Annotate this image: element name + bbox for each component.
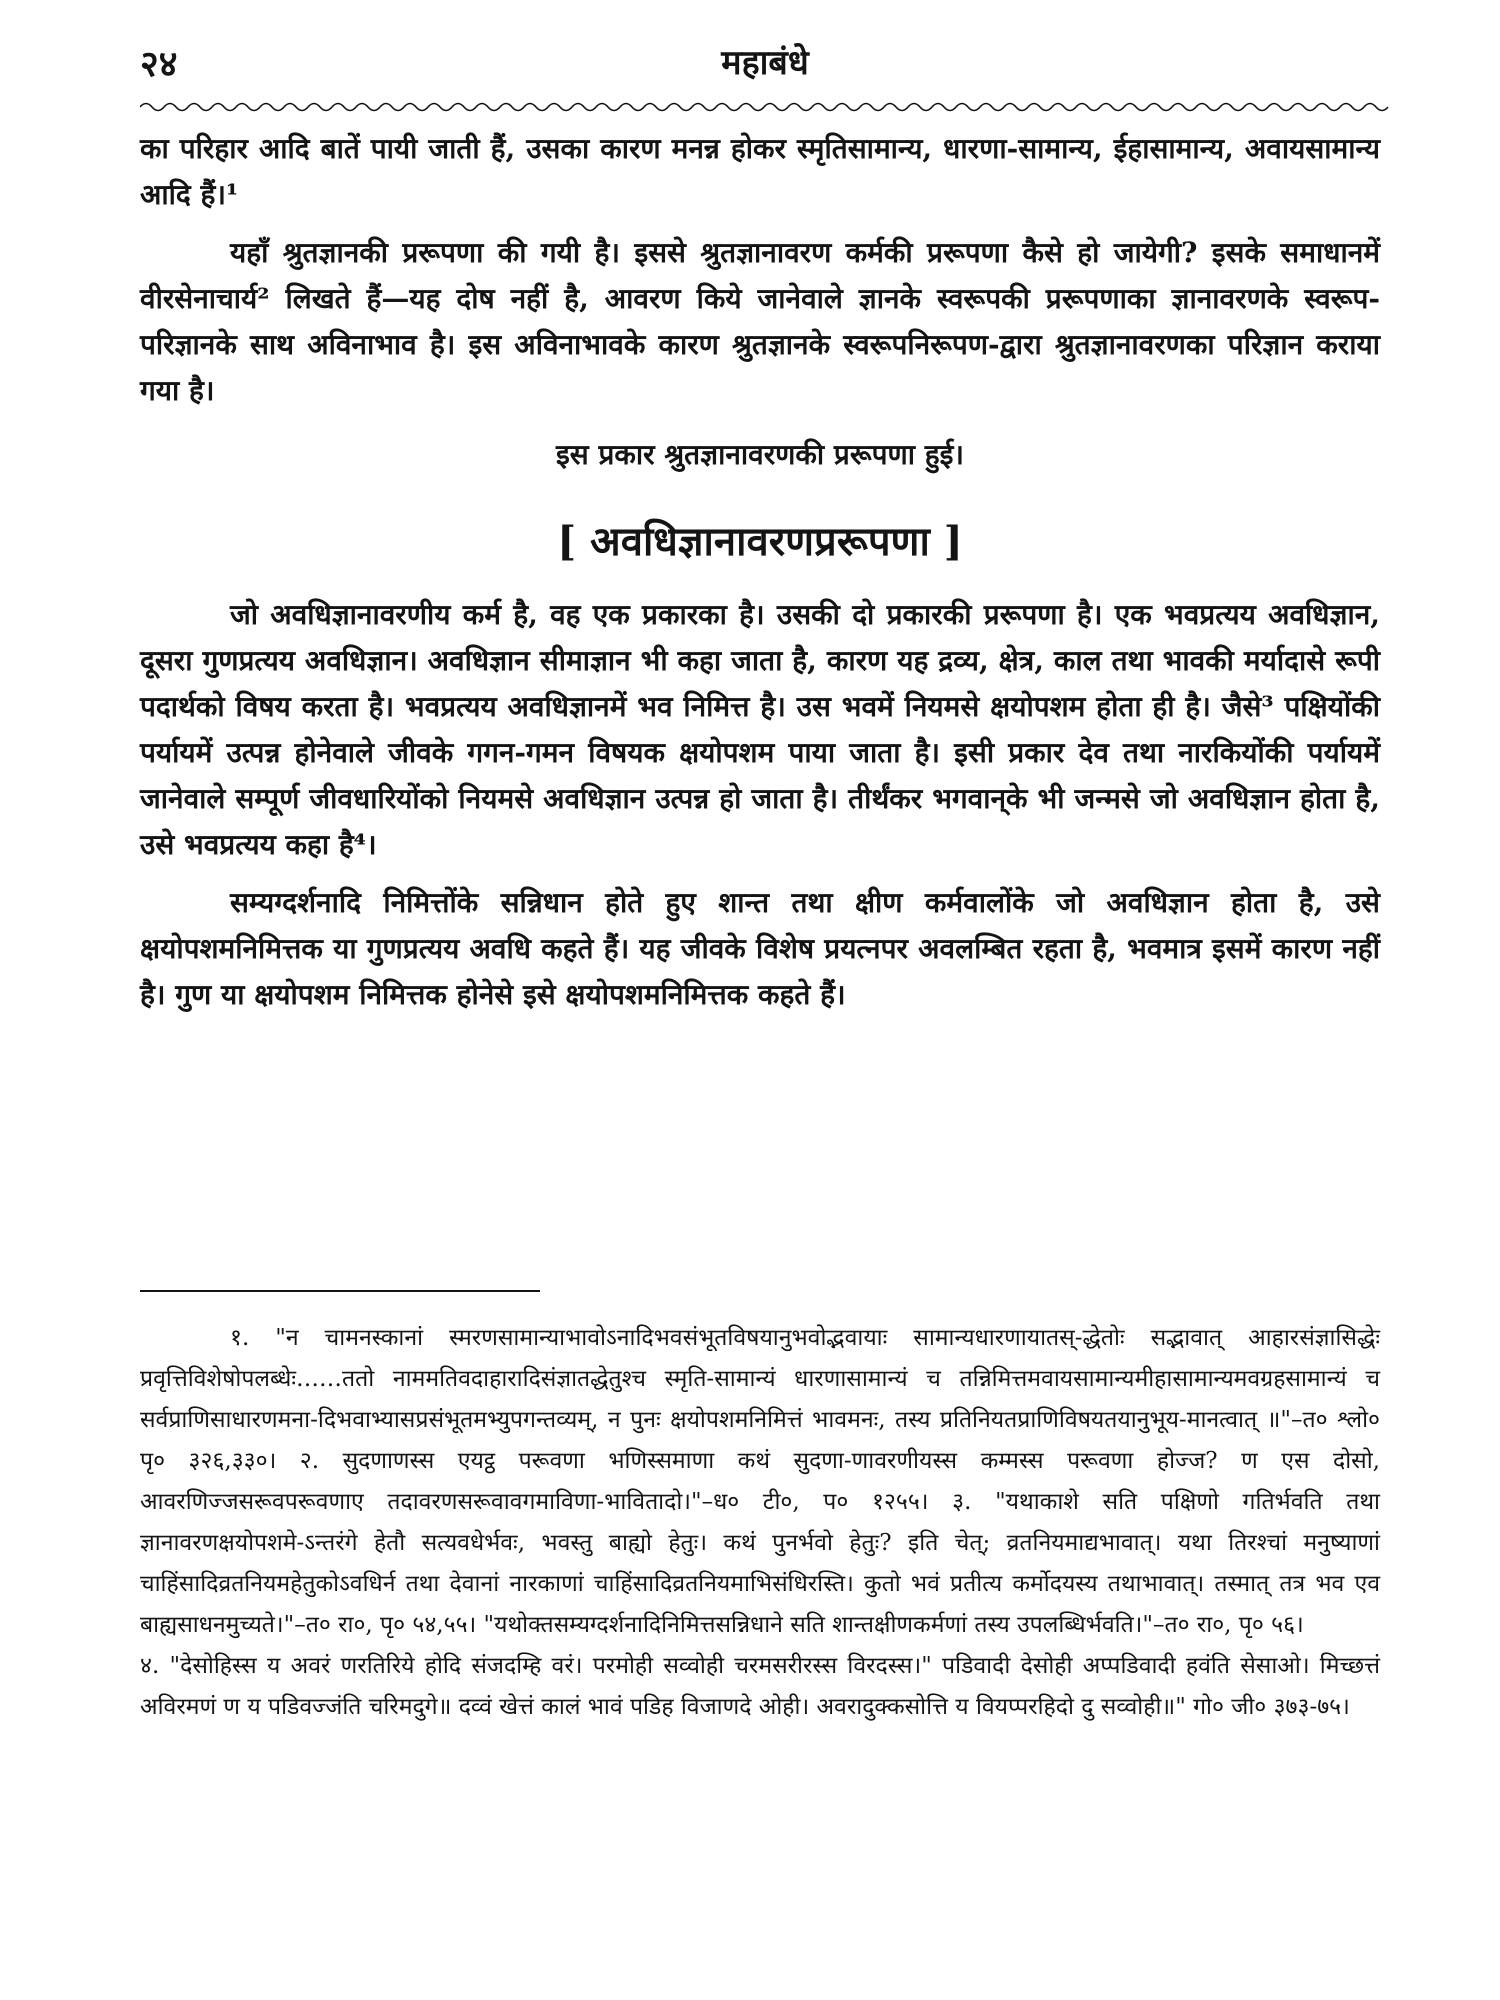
page-header <box>140 38 1390 98</box>
footnote-1-3: १. "न चामनस्कानां स्मरणसामान्याभावोऽनादिभवसंभूतविषयानुभवोद्भवायाः सामान्यधारणायातस्-द्धेतोः सद्भावात् आहारसंज्ञासिद्धेः प्रवृत्तिविशेषोपलब्धेः……ततो नाममतिवदाहारादिसंज्ञातद्धेतुश्च स्मृति-सामान्यं धारणासामान्यं च तन्निमित्तमवायसामान्यमीहासामान्यमवग्रहसामान्यं च सर्वप्राणिसाधारणमना-दिभवाभ्यासप्रसंभूतमभ्युपगन्तव्यम्, न पुनः क्षयोपशमनिमित्तं भावमनः, तस्य प्रतिनियतप्राणिविषयतयानुभूय-मानत्वात् ॥"–त० श्लो० पृ० ३२६,३३०। २. सुदणाणस्स एयट्ठ परूवणा भणिस्समाणा कथं सुदणा-णावरणीयस्स कम्मस्स परूवणा होज्ज? ण एस दोसो, आवरणिज्जसरूवपरूवणाए तदावरणसरूवावगमाविणा-भावितादो।"–ध० टी०, प० १२५५। ३. "यथाकाशे सति पक्षिणो गतिर्भवति तथा ज्ञानावरणक्षयोपशमे-ऽन्तरंगे हेतौ सत्यवधेर्भवः, भवस्तु बाह्यो हेतुः। कथं पुनर्भवो हेतुः? इति चेत्; व्रतनियमाद्यभावात्। यथा तिरश्चां मनुष्याणां चाहिंसादिव्रतनियमहेतुकोऽवधिर्न तथा देवानां नारकाणां चाहिंसादिव्रतनियमाभिसंधिरस्ति। कुतो भवं प्रतीत्य कर्मोदयस्य तथाभावात्। तस्मात् तत्र भव एव बाह्यसाधनमुच्यते।"–त० रा०, पृ० ५४,५५। "यथोक्तसम्यग्दर्शनादिनिमित्तसन्निधाने सति शान्तक्षीणकर्मणां तस्य उपलब्धिर्भवति।"–त० रा०, पृ० ५६। <box>140 1325 1380 1638</box>
page-number: २४ <box>140 43 178 85</box>
main-text <box>140 126 1380 1018</box>
section-heading: [ अवधिज्ञानावरणप्ररूपणा ] <box>557 518 963 565</box>
footnote-divider <box>140 1290 540 1292</box>
header-wavy-rule <box>140 100 1390 114</box>
paragraph-shrutajnana: यहाँ श्रुतज्ञानकी प्ररूपणा की गयी है। इससे श्रुतज्ञानावरण कर्मकी प्ररूपणा कैसे हो जायेगी? इसके समाधानमें वीरसेनाचार्य² लिखते हैं—यह दोष नहीं है, आवरण किये जानेवाले ज्ञानके स्वरूपकी प्ररूपणाका ज्ञानावरणके स्वरूप-परिज्ञानके साथ अविनाभाव है। इस अविनाभावके कारण श्रुतज्ञानके स्वरूपनिरूपण-द्वारा श्रुतज्ञानावरणका परिज्ञान कराया गया है। <box>140 236 1380 407</box>
paragraph-continuation: का परिहार आदि बातें पायी जाती हैं, उसका कारण मनन्न होकर स्मृतिसामान्य, धारणा-सामान्य, ईहासामान्य, अवायसामान्य आदि हैं।¹ <box>140 132 1380 211</box>
paragraph-gunapratyaya: सम्यग्दर्शनादि निमित्तोंके सन्निधान होते हुए शान्त तथा क्षीण कर्मवालोंके जो अवधिज्ञान होता है, उसे क्षयोपशमनिमित्तक या गुणप्रत्यय अवधि कहते हैं। यह जीवके विशेष प्रयत्नपर अवलम्बित रहता है, भवमात्र इसमें कारण नहीं है। गुण या क्षयोपशम निमित्तक होनेसे इसे क्षयोपशमनिमित्तक कहते हैं। <box>140 886 1380 1011</box>
paragraph-avadhijnana: जो अवधिज्ञानावरणीय कर्म है, वह एक प्रकारका है। उसकी दो प्रकारकी प्ररूपणा है। एक भवप्रत्यय अवधिज्ञान, दूसरा गुणप्रत्यय अवधिज्ञान। अवधिज्ञान सीमाज्ञान भी कहा जाता है, कारण यह द्रव्य, क्षेत्र, काल तथा भावकी मर्यादासे रूपी पदार्थको विषय करता है। भवप्रत्यय अवधिज्ञानमें भव निमित्त है। उस भवमें नियमसे क्षयोपशम होता ही है। जैसे³ पक्षियोंकी पर्यायमें उत्पन्न होनेवाले जीवके गगन-गमन विषयक क्षयोपशम पाया जाता है। इसी प्रकार देव तथा नारकियोंकी पर्यायमें जानेवाले सम्पूर्ण जीवधारियोंको नियमसे अवधिज्ञान उत्पन्न हो जाता है। तीर्थंकर भगवान्‌के भी जन्मसे जो अवधिज्ञान होता है, उसे भवप्रत्यय कहा है⁴। <box>140 598 1380 861</box>
footnotes <box>140 1318 1380 1728</box>
footnote-4: ४. "देसोहिस्स य अवरं णरतिरिये होदि संजदम्हि वरं। परमोही सव्वोही चरमसरीरस्स विरदस्स।" पडिवादी देसोही अप्पडिवादी हवंति सेसाओ। मिच्छत्तं अविरमणं ण य पडिवज्जंति चरिमदुगे॥ दव्वं खेत्तं कालं भावं पडिह विजाणदे ओही। अवरादुक्कसोत्ति य वियप्परहिदो दु सव्वोही॥" गो० जी० ३७३-७५। <box>140 1653 1380 1720</box>
running-title: महाबंधे <box>721 43 809 83</box>
section-conclusion-line: इस प्रकार श्रुतज्ञानावरणकी प्ररूपणा हुई। <box>556 438 964 471</box>
